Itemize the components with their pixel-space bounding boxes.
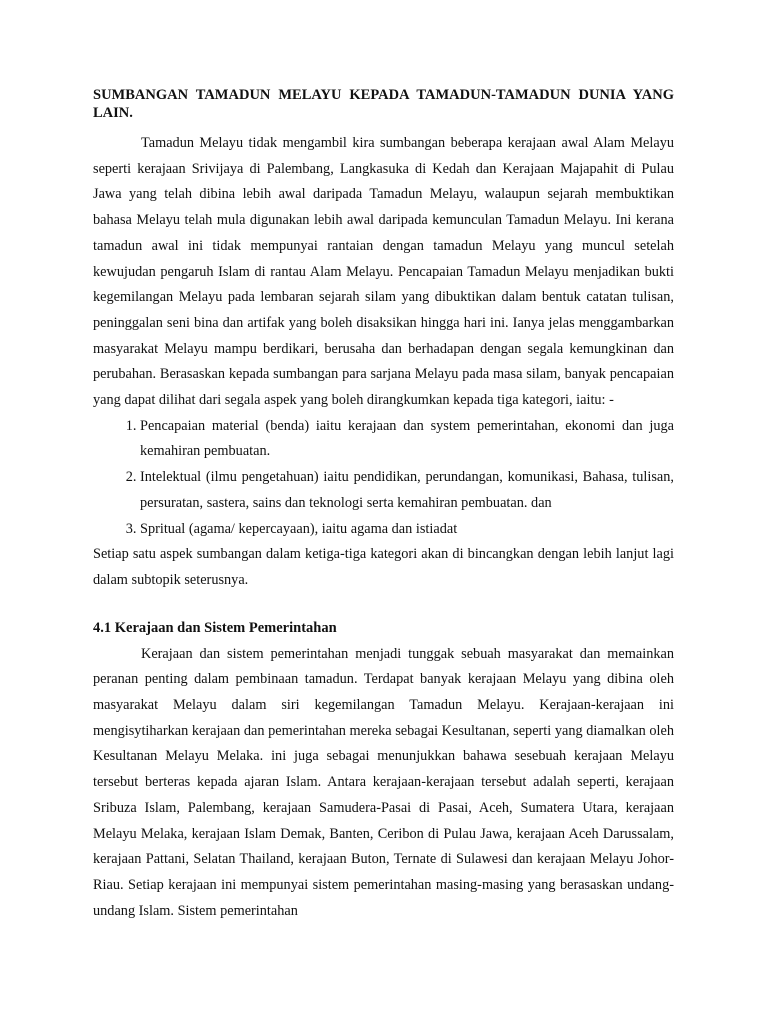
section-title: 4.1 Kerajaan dan Sistem Pemerintahan [93, 619, 337, 636]
list-item: 3. Spritual (agama/ kepercayaan), iaitu agama dan istiadat [140, 517, 674, 543]
category-list [93, 414, 674, 543]
document-title: SUMBANGAN TAMADUN MELAYU KEPADA TAMADUN-TAMADUN DUNIA YANG LAIN. [93, 87, 674, 121]
closing-paragraph: Setiap satu aspek sumbangan dalam ketiga-tiga kategori akan di bincangkan dengan lebih lanjut lagi dalam subtopik seterusnya. [93, 546, 674, 588]
section-paragraph: Kerajaan dan sistem pemerintahan menjadi tunggak sebuah masyarakat dan memainkan peranan penting dalam pembinaan tamadun. Terdapat banyak kerajaan Melayu yang dibina oleh masyarakat Melayu dalam siri kegemilangan Tamadun Melayu. Kerajaan-kerajaan ini mengisytiharkan kerajaan dan pemerintahan mereka sebagai Kesultanan, seperti yang diamalkan oleh Kesultanan Melayu Melaka. ini juga sebagai menunjukkan bahawa sesebuah kerajaan Melayu tersebut berteras kepada ajaran Islam. Antara kerajaan-kerajaan tersebut adalah seperti, kerajaan Sribuza Islam, Palembang, kerajaan Samudera-Pasai di Pasai, Aceh, Sumatera Utara, kerajaan Melayu Melaka, kerajaan Islam Demak, Banten, Ceribon di Pulau Jawa, kerajaan Aceh Darussalam, kerajaan Pattani, Selatan Thailand, kerajaan Buton, Ternate di Sulawesi dan kerajaan Melayu Johor-Riau. Setiap kerajaan ini mempunyai sistem pemerintahan masing-masing yang berasaskan undang-undang Islam. Sistem pemerintahan [93, 645, 674, 919]
list-item: 1. Pencapaian material (benda) iaitu kerajaan dan system pemerintahan, ekonomi dan juga kemahiran pembuatan. [140, 414, 674, 465]
intro-paragraph: Tamadun Melayu tidak mengambil kira sumbangan beberapa kerajaan awal Alam Melayu seperti kerajaan Srivijaya di Palembang, Langkasuka di Kedah dan Kerajaan Majapahit di Pulau Jawa yang telah dibina lebih awal daripada Tamadun Melayu, walaupun sejarah membuktikan bahasa Melayu telah mula digunakan lebih awal daripada kemunculan Tamadun Melayu. Ini kerana tamadun awal ini tidak mempunyai rantaian dengan tamadun Melayu yang muncul setelah kewujudan pengaruh Islam di rantau Alam Melayu. Pencapaian Tamadun Melayu menjadikan bukti kegemilangan Melayu pada lembaran sejarah silam yang dibuktikan dalam bentuk catatan tulisan, peninggalan seni bina dan artifak yang boleh disaksikan hingga hari ini. Ianya jelas menggambarkan masyarakat Melayu mampu berdikari, berusaha dan berhadapan dengan segala kemungkinan dan perubahan. Berasaskan kepada sumbangan para sarjana Melayu pada masa silam, banyak pencapaian yang dapat dilihat dari segala aspek yang boleh dirangkumkan kepada tiga kategori, iaitu: - [93, 135, 674, 409]
list-item: 2. Intelektual (ilmu pengetahuan) iaitu pendidikan, perundangan, komunikasi, Bahasa, tulisan, persuratan, sastera, sains dan teknologi serta kemahiran pembuatan. dan [140, 465, 674, 516]
